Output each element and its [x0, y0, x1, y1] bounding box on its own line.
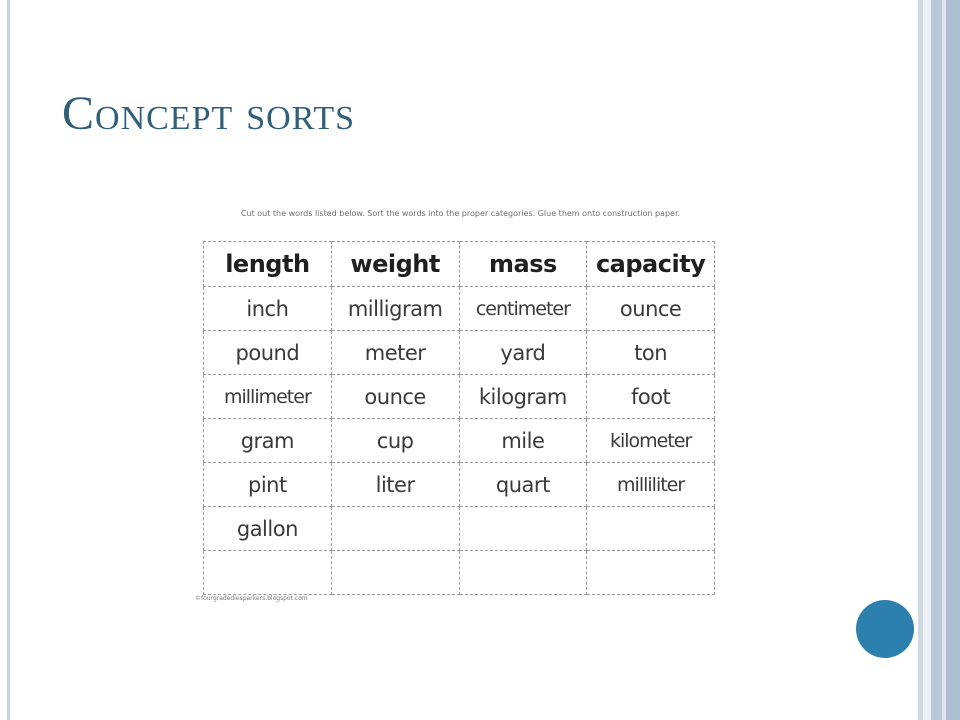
header-weight: weight	[331, 242, 459, 287]
worksheet-instructions: Cut out the words listed below. Sort the words into the proper categories. Glue them onto construction paper.	[240, 209, 681, 218]
table-cell: inch	[204, 287, 332, 331]
worksheet-credit: ©fourgradediesparkers.blogspot.com	[195, 595, 308, 602]
table-cell: meter	[331, 331, 459, 375]
table-cell: ounce	[331, 375, 459, 419]
table-cell: kilogram	[459, 375, 587, 419]
frame-right-band-outer	[946, 0, 960, 720]
table-cell	[459, 551, 587, 595]
table-row	[204, 463, 715, 507]
table-cell	[331, 551, 459, 595]
table-cell: milligram	[331, 287, 459, 331]
table-cell: millimeter	[204, 375, 332, 419]
table-row	[204, 551, 715, 595]
header-length: length	[204, 242, 332, 287]
frame-right-band	[931, 0, 942, 720]
table-cell: liter	[331, 463, 459, 507]
table-cell: kilometer	[587, 419, 715, 463]
table-cell: foot	[587, 375, 715, 419]
worksheet-image	[195, 203, 723, 605]
frame-right-gap	[923, 0, 931, 720]
table-cell: ton	[587, 331, 715, 375]
table-row	[204, 419, 715, 463]
table-header-row	[204, 242, 715, 287]
accent-circle	[856, 600, 914, 658]
table-cell: yard	[459, 331, 587, 375]
table-cell: pint	[204, 463, 332, 507]
table-cell	[204, 551, 332, 595]
table-row	[204, 375, 715, 419]
table-cell	[587, 551, 715, 595]
table-row	[204, 507, 715, 551]
header-capacity: capacity	[587, 242, 715, 287]
slide-title: Concept sorts	[62, 87, 356, 140]
table-cell: mile	[459, 419, 587, 463]
table-cell	[587, 507, 715, 551]
table-cell: pound	[204, 331, 332, 375]
table-cell: centimeter	[459, 287, 587, 331]
concept-sort-table	[203, 241, 715, 595]
table-cell: ounce	[587, 287, 715, 331]
frame-left-border	[7, 0, 10, 720]
table-cell: milliliter	[587, 463, 715, 507]
table-cell: quart	[459, 463, 587, 507]
table-row	[204, 287, 715, 331]
table-row	[204, 331, 715, 375]
header-mass: mass	[459, 242, 587, 287]
table-cell	[459, 507, 587, 551]
table-cell: gallon	[204, 507, 332, 551]
table-cell: gram	[204, 419, 332, 463]
table-cell: cup	[331, 419, 459, 463]
table-cell	[331, 507, 459, 551]
